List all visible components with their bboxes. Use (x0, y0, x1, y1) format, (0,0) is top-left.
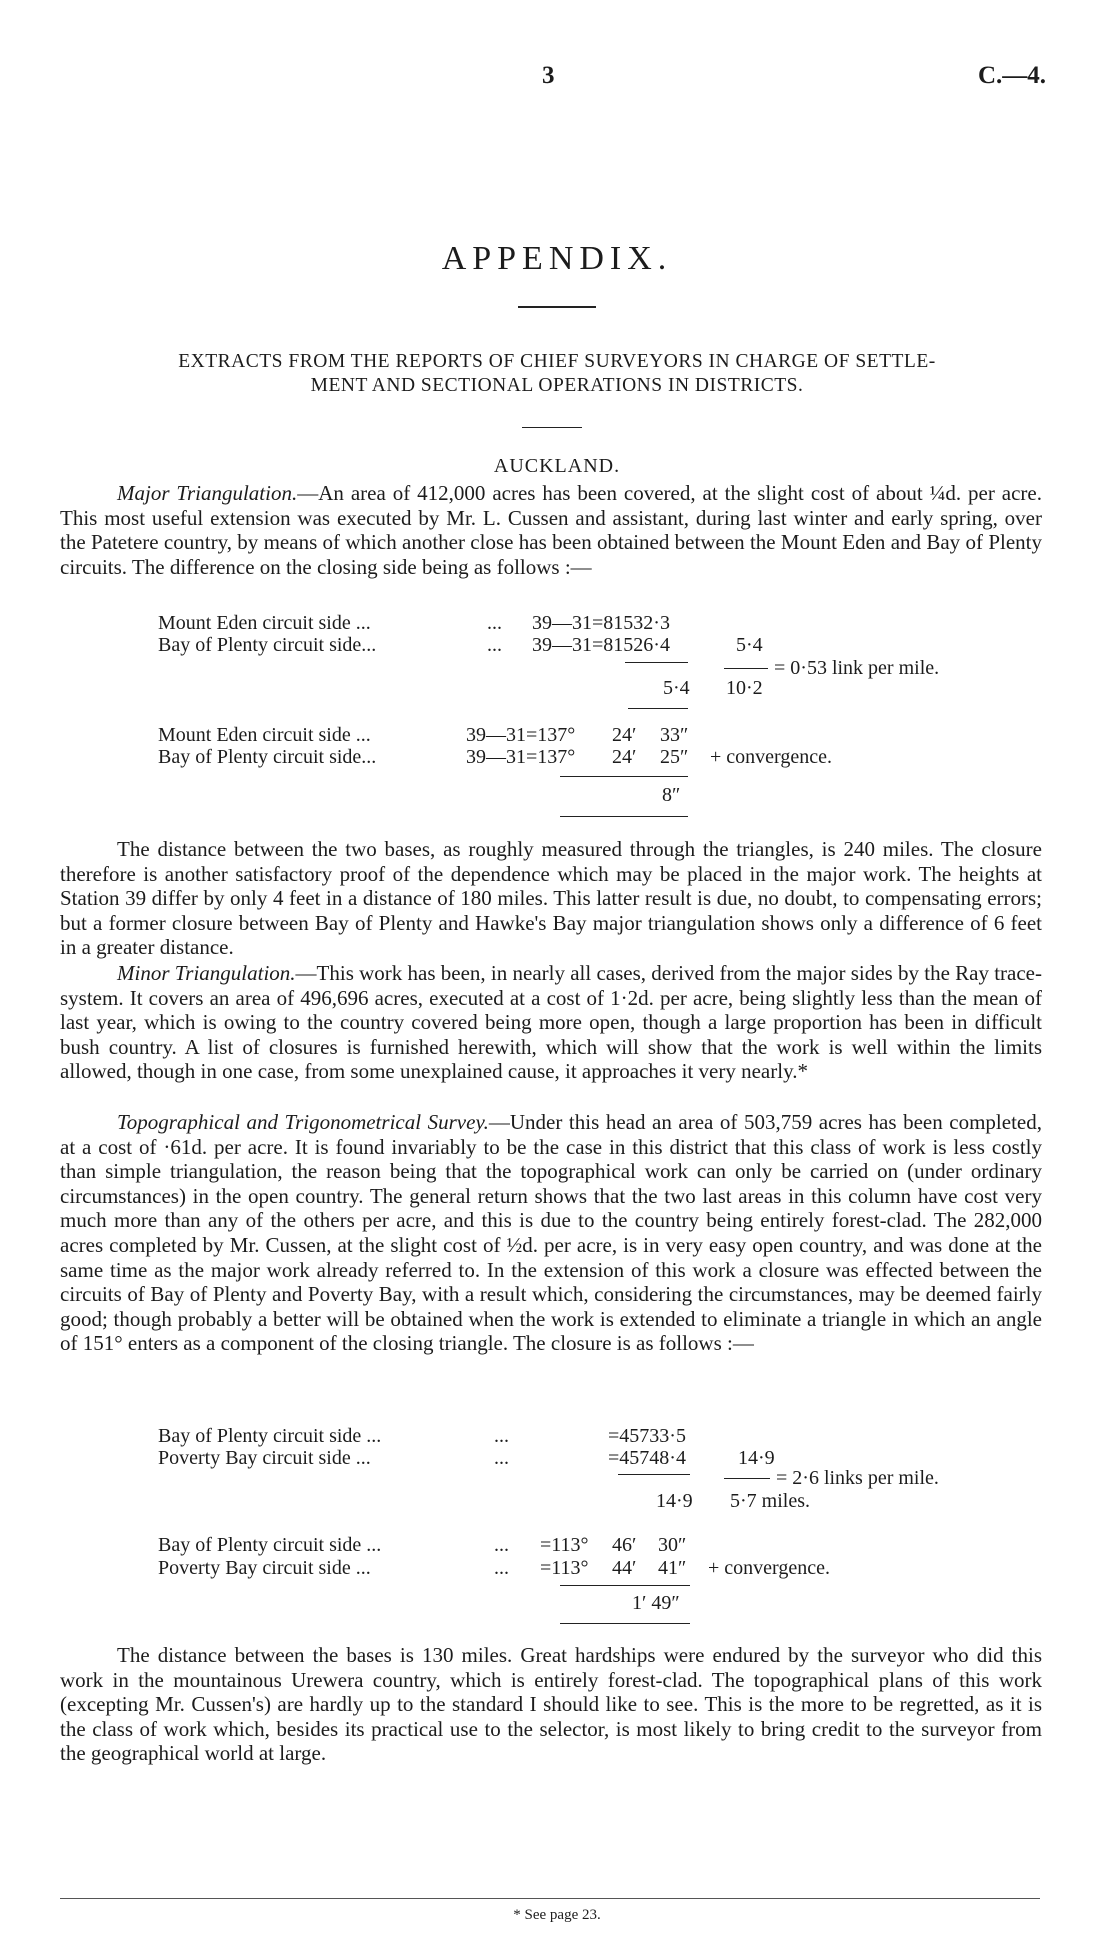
convergence2-row-minutes: 46′ (612, 1534, 637, 1556)
closure1-result: = 0·53 link per mile. (774, 657, 940, 679)
convergence2-row-dots: ... (494, 1534, 509, 1556)
paragraph-text: —An area of 412,000 acres has been covered, at the slight cost of about ¼d. per acre. This most useful extension was executed by Mr. L. Cussen and assistant, during last winter and early spring, over the Patetere country, by means of which another close has been obtained between the Mount Eden and Bay of Plenty circuits. The difference on the closing side being as follows :— (60, 481, 1042, 579)
subtitle-line-1: EXTRACTS FROM THE REPORTS OF CHIEF SURVEYORS IN CHARGE OF SETTLE- (178, 351, 936, 372)
closure2-row-label: Poverty Bay circuit side ... (158, 1447, 371, 1469)
closure1-ratio-bar (724, 668, 768, 669)
convergence1-difference: 8″ (662, 784, 681, 806)
closure2-row-dots: ... (494, 1447, 509, 1469)
convergence2-bottom-rule (560, 1623, 690, 1624)
convergence2-row-value: =113° (540, 1534, 589, 1556)
closure1-row-dots: ... (487, 634, 502, 656)
convergence1-row-seconds: 25″ (660, 746, 689, 768)
convergence1-row-minutes: 24′ (612, 746, 637, 768)
convergence2-row-seconds: 30″ (658, 1534, 687, 1556)
section-heading: AUCKLAND. (493, 455, 621, 477)
closure2-row-dots: ... (494, 1425, 509, 1447)
convergence2-row-minutes: 44′ (612, 1557, 637, 1579)
paragraph-text: —Under this head an area of 503,759 acres has been completed, at a cost of ·61d. per acre. It is found invariably to be the case in this district that this class of work is less costly than simple triangulation, the reason being that the topographical work can only be carried on (under ordinary circumstances) in the open country. The general return shows that the two last areas in this column have cost very much more than any of the others per acre, and this is due to the country being entirely forest-clad. The 282,000 acres completed by Mr. Cussen, at the slight cost of ½d. per acre, is in very easy open country, and was done at the same time as the major work already referred to. In the extension of this work a closure was effected between the circuits of Bay of Plenty and Poverty Bay, with a result which, considering the circumstances, may be deemed fairly good; though probably a better will be obtained when the work is extended to eliminate a triangle in which an angle of 151° enters as a component of the closing triangle. The closure is as follows :— (60, 1110, 1042, 1356)
paragraph-heading: Topographical and Trigonometrical Survey. (117, 1110, 489, 1134)
paragraph-major-triangulation (60, 481, 1042, 579)
closure1-bottom-rule (628, 708, 688, 709)
page-title: APPENDIX. (441, 240, 673, 277)
closure2-diff-rule (618, 1474, 690, 1475)
convergence2-row-value: =113° (540, 1557, 589, 1579)
closure2-row-label: Bay of Plenty circuit side ... (158, 1425, 382, 1447)
paragraph-bases-distance: The distance between the two bases, as roughly measured through the triangles, is 240 miles. The closure therefore is another satisfactory proof of the dependence which may be placed in the major work. The heights at Station 39 differ by only 4 feet in a distance of 180 miles. This latter result is due, no doubt, to compensating errors; but a former closure between Bay of Plenty and Hawke's Bay major triangulation shows only a difference of 6 feet in a greater distance. (60, 837, 1042, 960)
closure1-difference: 5·4 (663, 677, 690, 699)
convergence1-plus-note: + convergence. (710, 746, 832, 768)
closure2-ratio-denominator: 5·7 miles. (730, 1490, 810, 1512)
closure1-row-label: Bay of Plenty circuit side... (158, 634, 377, 656)
convergence1-bottom-rule (560, 816, 688, 817)
closure1-row-value: 39—31=81532·3 (532, 612, 670, 634)
paragraph-heading: Major Triangulation. (117, 481, 298, 505)
closure1-ratio-denominator: 10·2 (726, 677, 763, 699)
closure1-diff-rule (625, 662, 688, 663)
title-divider (518, 306, 596, 308)
paragraph-text: —This work has been, in nearly all cases, derived from the major sides by the Ray trace-system. It covers an area of 496,696 acres, executed at a cost of 1·2d. per acre, being slightly less than the mean of last year, which is owing to the country covered being more open, though a large proportion has been in difficult bush country. A list of closures is furnished herewith, which will show that the work is well within the limits allowed, though in one case, from some unexplained cause, it approaches it very nearly.* (60, 961, 1042, 1084)
convergence1-row-label: Bay of Plenty circuit side... (158, 746, 377, 768)
closure2-row-value: =45733·5 (608, 1425, 686, 1447)
closure1-row-dots: ... (487, 612, 502, 634)
convergence2-row-label: Bay of Plenty circuit side ... (158, 1534, 382, 1556)
convergence1-row-value: 39—31=137° (466, 724, 576, 746)
closure2-result: = 2·6 links per mile. (776, 1467, 939, 1489)
closure2-ratio-numerator: 14·9 (738, 1447, 775, 1469)
convergence1-row-seconds: 33″ (660, 724, 689, 746)
convergence2-plus-note: + convergence. (708, 1557, 830, 1579)
page-number: 3 (542, 62, 555, 89)
convergence1-row-label: Mount Eden circuit side ... (158, 724, 371, 746)
closure2-row-value: =45748·4 (608, 1447, 686, 1469)
convergence1-row-minutes: 24′ (612, 724, 637, 746)
footnote-rule (60, 1898, 1040, 1899)
paragraph-heading: Minor Triangulation. (117, 961, 296, 985)
closure1-row-label: Mount Eden circuit side ... (158, 612, 371, 634)
convergence2-difference: 1′ 49″ (632, 1592, 680, 1614)
subtitle-line-2: MENT AND SECTIONAL OPERATIONS IN DISTRICTS. (310, 375, 804, 396)
convergence2-row-label: Poverty Bay circuit side ... (158, 1557, 371, 1579)
closure2-ratio-bar (724, 1478, 770, 1479)
paragraph-urewera-survey: The distance between the bases is 130 miles. Great hardships were endured by the surveyor who did this work in the mountainous Urewera country, which is entirely forest-clad. The topographical plans of this work (excepting Mr. Cussen's) are hardly up to the standard I should like to see. This is the more to be regretted, as it is the class of work which, besides its practical use to the selector, is most likely to bring credit to the surveyor from the geographical world at large. (60, 1643, 1042, 1766)
closure1-row-value: 39—31=81526·4 (532, 634, 670, 656)
convergence1-row-value: 39—31=137° (466, 746, 576, 768)
closure2-difference: 14·9 (656, 1490, 693, 1512)
convergence2-row-seconds: 41″ (658, 1557, 687, 1579)
convergence2-diff-rule (560, 1585, 690, 1586)
document-code: C.—4. (978, 62, 1047, 89)
closure1-ratio-numerator: 5·4 (736, 634, 763, 656)
section-divider (522, 427, 582, 428)
convergence2-row-dots: ... (494, 1557, 509, 1579)
footnote: * See page 23. (513, 1907, 601, 1923)
paragraph-topographical-survey (60, 1110, 1042, 1356)
convergence1-diff-rule (560, 776, 688, 777)
paragraph-minor-triangulation (60, 961, 1042, 1084)
